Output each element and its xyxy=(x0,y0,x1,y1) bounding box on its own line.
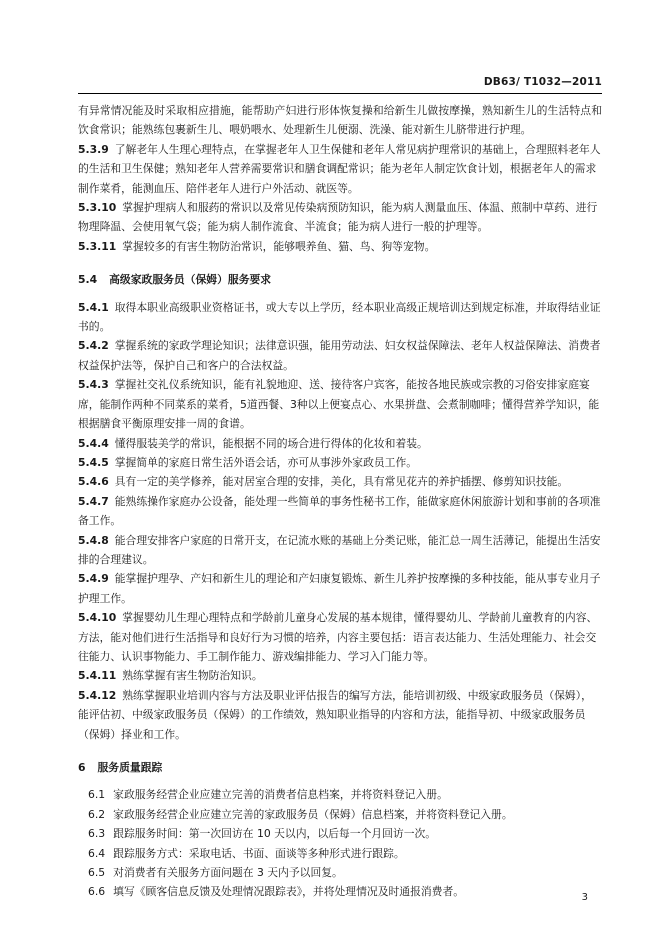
clause-number: 5.4.1 xyxy=(78,300,109,314)
clause-text: 取得本职业高级职业资格证书，或大专以上学历，经本职业高级正规培训达到规定标准，并取得结业证书的。 xyxy=(78,300,601,334)
clause-6-3 xyxy=(88,824,602,843)
clause-text: 跟踪服务时间：第一次回访在 10 天以内，以后每一个月回访一次。 xyxy=(113,827,437,841)
section-title: 高级家政服务员（保姆）服务要求 xyxy=(109,273,272,287)
clause-text: 懂得服装美学的常识，能根据不同的场合进行得体的化妆和着装。 xyxy=(114,436,428,450)
clause-5-4-5 xyxy=(78,453,602,472)
clause-number: 5.4.8 xyxy=(78,533,109,547)
clause-text: 掌握较多的有害生物防治常识，能够喂养鱼、猫、鸟、狗等宠物。 xyxy=(122,239,436,253)
clause-number: 5.4.2 xyxy=(78,339,109,353)
page-number: 3 xyxy=(581,892,588,903)
clause-number: 5.4.3 xyxy=(78,378,109,392)
clause-number: 5.4.7 xyxy=(78,494,109,508)
clause-5-4-10 xyxy=(78,608,602,666)
clause-text: 能掌握护理孕、产妇和新生儿的理论和产妇康复锻炼、新生儿养护按摩操的多种技能，能从事专业月子护理工作。 xyxy=(78,572,601,605)
clause-text: 跟踪服务方式：采取电话、书面、面谈等多种形式进行跟踪。 xyxy=(113,846,405,860)
clause-5-4-11 xyxy=(78,666,602,685)
clause-6-4 xyxy=(88,844,602,863)
clause-number: 6.5 xyxy=(88,866,106,880)
clause-number: 5.4.5 xyxy=(78,455,109,469)
clause-text: 掌握系统的家政学理论知识；法律意识强，能用劳动法、妇女权益保障法、老年人权益保障法、消费者权益保护法等，保护自己和客户的合法权益。 xyxy=(78,339,601,372)
clause-5-3-10 xyxy=(78,198,602,237)
clause-number: 6.6 xyxy=(88,885,106,899)
clause-text: 掌握护理病人和服药的常识以及常见传染病预防知识，能为病人测量血压、体温、煎制中草药、进行物理降温、会使用氧气袋；能为病人制作流食、半流食；能为病人进行一般的护理等。 xyxy=(78,201,598,234)
clause-5-4-3 xyxy=(78,375,602,433)
section-heading-6 xyxy=(78,758,602,777)
clause-text: 掌握婴幼儿生理心理特点和学龄前儿童身心发展的基本规律，懂得婴幼儿、学龄前儿童教育的内容、方法，能对他们进行生活指导和良好行为习惯的培养，内容主要包括：语言表达能力、生活处理能力、社会交往能力、认识事物能力、手工制作能力、游戏编排能力、学习入门能力等。 xyxy=(78,611,598,663)
clause-text: 能熟练操作家庭办公设备，能处理一些简单的事务性秘书工作，能做家庭休闲旅游计划和事前的各项准备工作。 xyxy=(78,494,601,528)
clause-5-4-4 xyxy=(78,434,602,453)
document-code: DB63/ T1032—2011 xyxy=(483,76,602,88)
clause-text: 掌握社交礼仪系统知识，能有礼貌地迎、送、接待客户宾客，能按各地民族或宗教的习俗安排家庭宴席，能制作两种不同菜系的菜肴，5道西餐、3种以上便宴点心、水果拼盘、会煮制咖啡；懂得营养学知识，能根据膳食平衡原理安排一周的食谱。 xyxy=(78,378,600,431)
continued-paragraph: 有异常情况能及时采取相应措施，能帮助产妇进行形体恢复操和给新生儿做按摩操，熟知新生儿的生活特点和饮食常识；能熟练包裹新生儿、喂奶喂水、处理新生儿便溺、洗澡、能对新生儿脐带进行护理。 xyxy=(78,104,602,137)
clause-number: 6.4 xyxy=(88,846,106,860)
clause-5-4-2 xyxy=(78,336,602,375)
tracking-list xyxy=(78,785,602,901)
clause-5-4-12 xyxy=(78,686,602,744)
clause-number: 6.2 xyxy=(88,807,106,821)
section-number: 6 xyxy=(78,761,86,774)
clause-6-6 xyxy=(88,882,602,901)
clause-number: 5.4.6 xyxy=(78,475,109,489)
clause-number: 5.3.10 xyxy=(78,201,117,215)
clause-5-4-8 xyxy=(78,531,602,570)
clause-text: 能合理安排客户家庭的日常开支，在记流水账的基础上分类记账，能汇总一周生活薄记，能提出生活安排的合理建议。 xyxy=(78,533,601,566)
clause-number: 5.4.4 xyxy=(78,436,109,450)
clause-text: 家政服务经营企业应建立完善的消费者信息档案，并将资料登记入册。 xyxy=(113,788,448,802)
section-title: 服务质量跟踪 xyxy=(97,761,163,774)
clause-5-3-11 xyxy=(78,237,602,256)
document-body xyxy=(78,101,602,902)
clause-6-2 xyxy=(88,805,602,824)
clause-number: 5.4.10 xyxy=(78,611,117,625)
clause-text: 填写《顾客信息反馈及处理情况跟踪表》，并将处理情况及时通报消费者。 xyxy=(113,885,465,899)
clause-number: 5.3.11 xyxy=(78,239,117,253)
clause-5-4-9 xyxy=(78,569,602,608)
clause-5-4-6 xyxy=(78,472,602,491)
section-heading-5-4 xyxy=(78,270,602,289)
clause-number: 5.4.9 xyxy=(78,572,109,586)
section-number: 5.4 xyxy=(78,273,98,287)
clause-6-5 xyxy=(88,863,602,882)
clause-number: 5.4.12 xyxy=(78,688,117,702)
clause-5-4-1 xyxy=(78,298,602,337)
clause-5-4-7 xyxy=(78,492,602,531)
clause-number: 6.1 xyxy=(88,788,106,802)
clause-text: 掌握简单的家庭日常生活外语会话，亦可从事涉外家政员工作。 xyxy=(114,455,418,469)
clause-text: 家政服务经营企业应建立完善的家政服务员（保姆）信息档案，并将资料登记入册。 xyxy=(113,807,513,821)
clause-number: 5.3.9 xyxy=(78,142,109,156)
clause-6-1 xyxy=(88,785,602,804)
header-divider xyxy=(78,93,602,94)
clause-5-3-9 xyxy=(78,140,602,198)
clause-text: 对消费者有关服务方面问题在 3 天内予以回复。 xyxy=(113,866,343,880)
clause-number: 6.3 xyxy=(88,827,106,841)
clause-text: 熟练掌握有害生物防治知识。 xyxy=(122,669,263,683)
clause-text: 了解老年人生理心理特点，在掌握老年人卫生保健和老年人常见病护理常识的基础上，合理照料老年人的生活和卫生保健；熟知老年人营养需要常识和膳食调配常识；能为老年人制定饮食计划，根据老年人的需求制作菜肴，能测血压、陪伴老年人进行户外活动、就医等。 xyxy=(78,142,601,195)
clause-text: 熟练掌握职业培训内容与方法及职业评估报告的编写方法，能培训初级、中级家政服务员（保姆），能评估初、中级家政服务员（保姆）的工作绩效，熟知职业指导的内容和方法，能指导初、中级家政服务员（保姆）择业和工作。 xyxy=(78,688,592,741)
clause-text: 具有一定的美学修养，能对居室合理的安排，美化，具有常见花卉的养护插摆、修剪知识技能。 xyxy=(114,475,569,489)
clause-number: 5.4.11 xyxy=(78,669,117,683)
